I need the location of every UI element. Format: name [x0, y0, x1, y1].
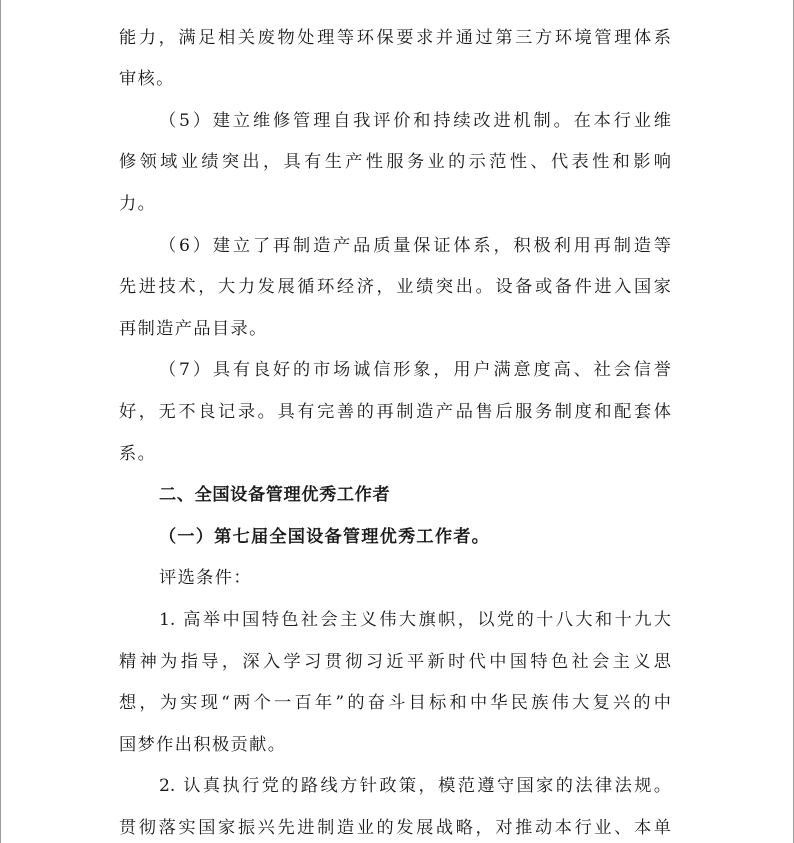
paragraph-line: 好，无不良记录。具有完善的再制造产品售后服务制度和配套体 — [119, 402, 671, 422]
page-left-edge — [0, 0, 1, 843]
paragraph-line: 力。 — [119, 194, 157, 214]
paragraph-line: 修领域业绩突出，具有生产性服务业的示范性、代表性和影响 — [119, 152, 671, 172]
section-heading: 二、全国设备管理优秀工作者 — [159, 485, 391, 505]
paragraph-line: 先进技术，大力发展循环经济，业绩突出。设备或备件进入国家 — [119, 277, 671, 297]
paragraph-line: 1. 高举中国特色社会主义伟大旗帜，以党的十八大和十九大 — [159, 610, 671, 630]
paragraph-line: （5）建立维修管理自我评价和持续改进机制。在本行业维 — [159, 111, 671, 131]
paragraph-line: 能力，满足相关废物处理等环保要求并通过第三方环境管理体系 — [119, 28, 671, 48]
paragraph-line: （6）建立了再制造产品质量保证体系，积极利用再制造等 — [159, 236, 671, 256]
paragraph-line: 审核。 — [119, 69, 175, 89]
paragraph-line: 再制造产品目录。 — [119, 319, 268, 339]
subsection-heading: （一）第七届全国设备管理优秀工作者。 — [159, 527, 490, 547]
paragraph-line: 系。 — [119, 444, 157, 464]
paragraph-line: 2. 认真执行党的路线方针政策，模范遵守国家的法律法规。 — [159, 776, 671, 796]
paragraph-line: 评选条件： — [159, 568, 252, 588]
paragraph-line: （7）具有良好的市场诚信形象，用户满意度高、社会信誉 — [159, 360, 671, 380]
paragraph-line: 贯彻落实国家振兴先进制造业的发展战略，对推动本行业、本单 — [119, 818, 671, 838]
paragraph-line: 精神为指导，深入学习贯彻习近平新时代中国特色社会主义思 — [119, 652, 671, 672]
paragraph-line: 国梦作出积极贡献。 — [119, 735, 287, 755]
paragraph-line: 想，为实现“两个一百年”的奋斗目标和中华民族伟大复兴的中 — [119, 693, 671, 713]
